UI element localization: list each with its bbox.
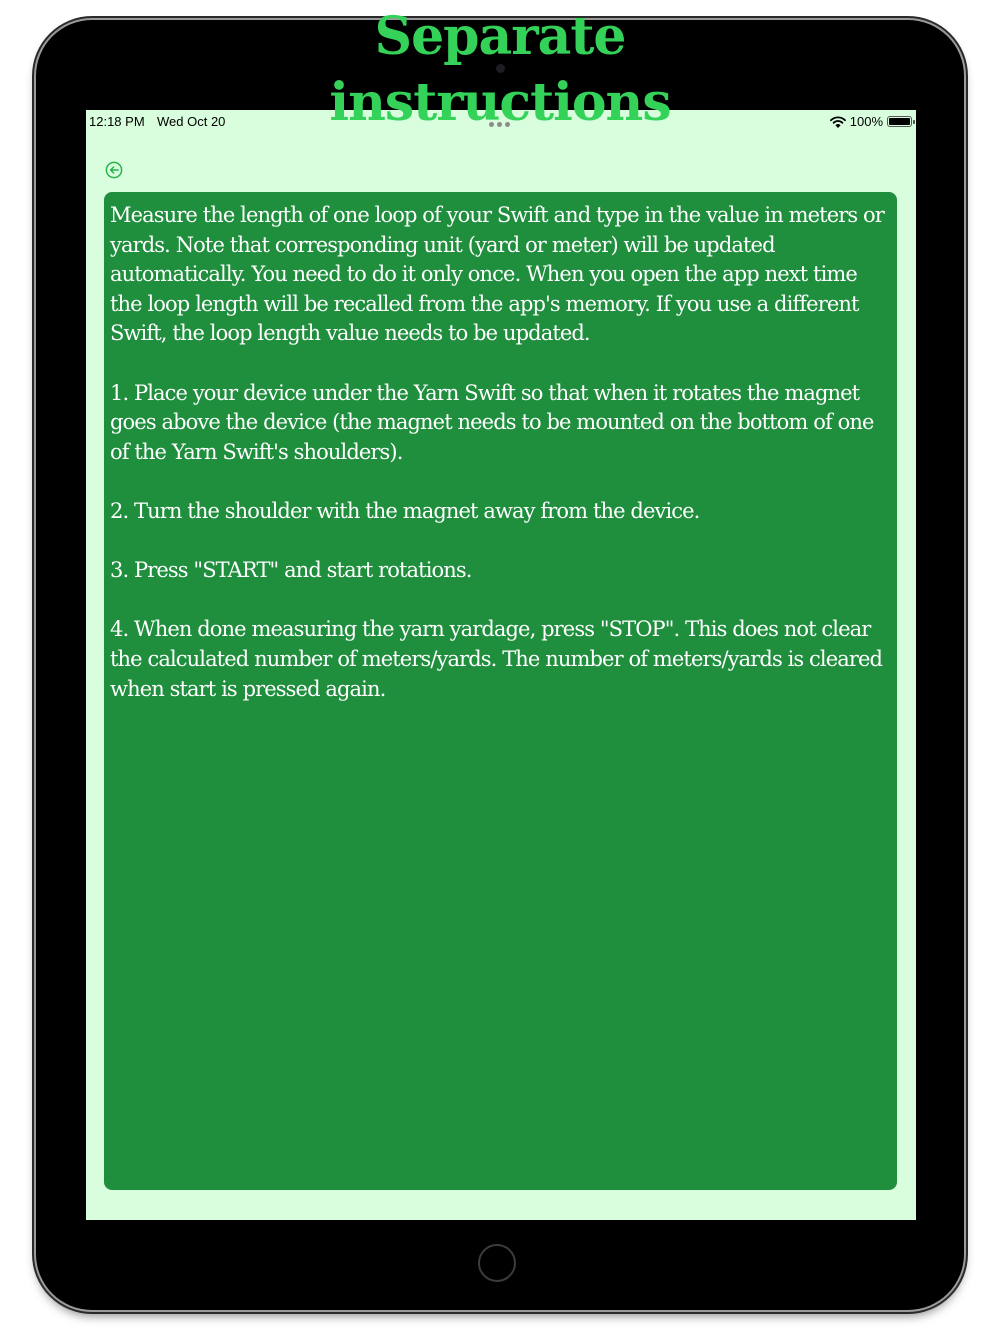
promo-title-line-2: instructions bbox=[329, 72, 671, 133]
promo-title-line-1: Separate bbox=[374, 6, 626, 67]
home-button[interactable] bbox=[478, 1244, 516, 1282]
instructions-step-2: 2. Turn the shoulder with the magnet away from the device. bbox=[110, 498, 700, 523]
instructions-step-3: 3. Press "START" and start rotations. bbox=[110, 558, 472, 583]
wifi-icon bbox=[830, 116, 846, 128]
status-time: 12:18 PM bbox=[89, 114, 145, 129]
battery-fill bbox=[889, 118, 910, 125]
instructions-intro: Measure the length of one loop of your Swift and type in the value in meters or yards. Note that corresponding unit (yard or meter) will be updated automatically. You need to do it only once. When you open the app next time the loop length will be recalled from the app's memory. If you use a different Swift, the loop length value needs to be updated. bbox=[110, 203, 884, 346]
battery-cap bbox=[913, 120, 915, 124]
battery-percent: 100% bbox=[849, 114, 883, 129]
app-screen bbox=[86, 110, 916, 1220]
instructions-step-4: 4. When done measuring the yarn yardage, press "STOP". This does not clear the calculated number of meters/yards. The number of meters/yards is cleared when start is pressed again. bbox=[110, 617, 883, 701]
instructions-card bbox=[104, 192, 897, 1190]
status-date: Wed Oct 20 bbox=[157, 114, 226, 129]
status-indicators bbox=[830, 114, 912, 129]
instructions-step-1: 1. Place your device under the Yarn Swift so that when it rotates the magnet goes above the device (the magnet needs to be mounted on the bottom of one of the Yarn Swift's shoulders). bbox=[110, 380, 874, 464]
battery-icon bbox=[887, 116, 912, 127]
back-arrow-circle-icon[interactable] bbox=[105, 161, 123, 179]
promo-title bbox=[200, 4, 800, 136]
